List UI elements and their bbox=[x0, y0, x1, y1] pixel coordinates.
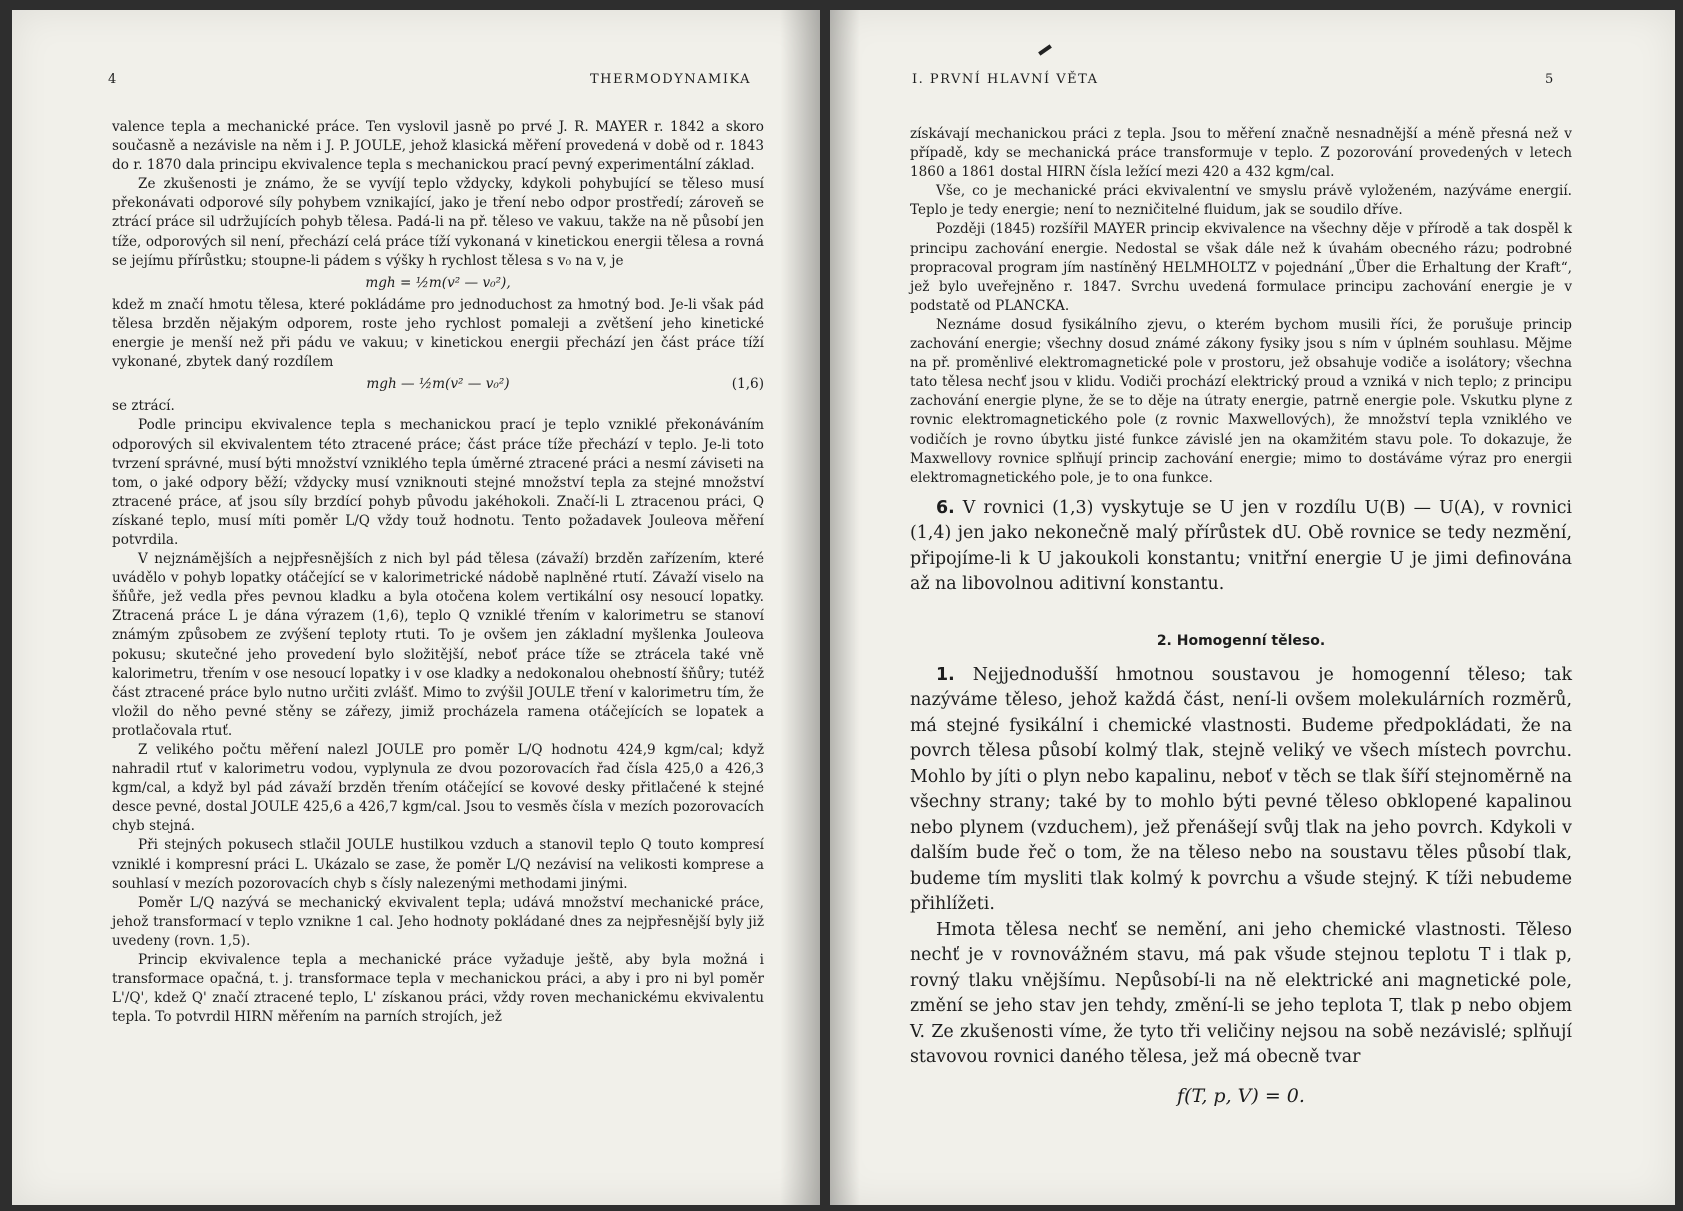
equation-text: mgh — ½m(v² — v₀²) bbox=[366, 376, 510, 393]
state-equation: f(T, p, V) = 0. bbox=[1177, 1084, 1305, 1107]
ink-mark bbox=[1038, 44, 1052, 55]
paragraph: kdež m značí hmotu tělesa, které pokládáme pro jednoduchost za hmotný bod. Je-li však pád tělesa brzděn nějakým odporem, roste jeho rychlost pomaleji a zvětšení jeho kinetické energie je menší než při pádu ve vakuu; v kinetickou energii přechází jen část práce tíží vykonané, zbytek daný rozdílem bbox=[112, 296, 764, 371]
paragraph: Hmota tělesa nechť se nemění, ani jeho chemické vlastnosti. Těleso nechť je v rovnovážném stavu, má pak všude stejnou teplotu T i tlak p, rovný tlaku vnějšímu. Nepůsobí-li na ně elektrické ani magnetické pole, změní se jeho stav jen tehdy, změní-li se jeho teplota T, tlak p nebo objem V. Ze zkušenosti víme, že tyto tři veličiny nejsou na sobě nezávislé; splňují stavovou rovnici daného tělesa, jež má obecně tvar bbox=[910, 919, 1572, 1068]
paragraph: V nejznámějších a nejpřesnějších z nich byl pád tělesa (závaží) brzděn zařízením, které uvádělo v pohyb lopatky otáčející se v kalorimetrické nádobě naplněné rtutí. Závaží viselo na šňůře, jež vedla přes pevnou kladku a byla otočena kolem vertikální osy nesoucí lopatky. Ztracená práce L je dána výrazem (1,6), teplo Q vzniklé třením v kalorimetru se stanoví známým způsobem ze zvýšení teploty rtuti. To je ovšem jen základní myšlenka Jouleova pokusu; skutečné jeho provedení bylo složitější, neboť práce tíže se ztrácela také vně kalorimetru, třením v ose nesoucí lopatky i v ose kladky a nedokonalou ohebností šňůry; tutéž část ztracené práce bylo nutno určiti zvlášť. Mimo to zvýšil JOULE tření v kalorimetru tím, že vložil do něho pevné stěny se zářezy, jimiž procházela ramena otáčejících se lopatek a protlačovala rtuť. bbox=[112, 551, 764, 739]
paragraph: Při stejných pokusech stlačil JOULE hustilkou vzduch a stanovil teplo Q touto kompresí vzniklé i kompresní práci L. Ukázalo se zase, že poměr L/Q nezávisí na velikosti komprese a souhlasí v mezích pozorovacích chyb s čísly nalezenými methodami jinými. bbox=[112, 837, 764, 892]
paragraph: se ztrácí. bbox=[112, 398, 175, 415]
gutter-shadow bbox=[780, 10, 820, 1205]
paragraph: Neznáme dosud fysikálního zjevu, o kterém bychom musili říci, že porušuje princip zachování energie; všechny dosud známé zákony fysiky jsou s ním v úplném souhlasu. Mějme na př. proměnlivé elektromagnetické pole v prostoru, jež obsahuje vodiče a isolátory; všechna tato tělesa nechť jsou v klidu. Vodiči prochází elektrický proud a vzniká v nich teplo; z principu zachování energie plyne, že se to děje na útraty energie, patrně energie pole. Vskutku plyne z rovnic elektromagnetického pole (z rovnic Maxwellových), že množství tepla vzniklého ve vodičích je rovno úbytku jisté funkce závislé jen na okamžitém stavu pole. To dokazuje, že Maxwellovy rovnice splňují princip zachování energie; mimo to dostáváme výraz pro energii elektromagnetického pole, je to ona funkce. bbox=[910, 316, 1572, 486]
page-number: 4 bbox=[108, 72, 118, 87]
paragraph: Z velikého počtu měření nalezl JOULE pro poměr L/Q hodnotu 424,9 kgm/cal; když nahradil rtuť v kalorimetru vodou, vyplynula ze dvou pozorovacích řad čísla 425,0 a 426,3 kgm/cal, a když byl pád závaží brzděn třením otáčející se kovové desky přitlačené k stejné desce pevné, dostal JOULE 425,6 a 426,7 kgm/cal. Jsou to vesměs čísla v mezích pozorovacích chyb stejná. bbox=[112, 742, 764, 835]
item-text: V rovnici (1,3) vyskytuje se U jen v rozdílu U(B) — U(A), v rovnici (1,4) jen jako nekonečně malý přírůstek dU. Obě rovnice se tedy nezmění, připojíme-li k U jakoukoli konstantu; vnitřní energie U je jimi definována až na libovolnou aditivní konstantu. bbox=[910, 497, 1572, 595]
section-heading: 2. Homogenní těleso. bbox=[1156, 632, 1326, 649]
section-1-paragraph bbox=[910, 663, 1572, 918]
page-number: 5 bbox=[1545, 72, 1555, 87]
item-number: 1. bbox=[936, 664, 955, 685]
paragraph: Princip ekvivalence tepla a mechanické práce vyžaduje ještě, aby byla možná i transformace opačná, t. j. transformace tepla v mechanickou práci, a aby i pro ni byl poměr L'/Q', kdež Q' značí ztracené teplo, L' získanou práci, vždy roven mechanickému ekvivalentu tepla. To potvrdil HIRN měřením na parních strojích, jež bbox=[112, 952, 764, 1026]
running-head: I. PRVNÍ HLAVNÍ VĚTA bbox=[912, 72, 1099, 87]
left-page bbox=[12, 10, 820, 1205]
paragraph: Ze zkušenosti je známo, že se vyvíjí teplo vždycky, kdykoli pohybující se těleso musí překonávati odporové síly pohybem vznikající, jako je tření nebo odpor prostředí; zároveň se ztrácí práce sil udržujících pohyb tělesa. Padá-li na př. těleso ve vakuu, takže na ně působí jen tíže, odporových sil není, přechází celá práce tíží vykonaná v kinetickou energii tělesa a rovná se jejímu přírůstku; stoupne-li pádem s výšky h rychlost tělesa s v₀ na v, je bbox=[112, 176, 764, 269]
right-page bbox=[830, 10, 1675, 1205]
equation bbox=[112, 274, 764, 293]
equation-number: (1,6) bbox=[731, 376, 764, 393]
gutter-shadow bbox=[830, 10, 860, 1205]
running-head: THERMODYNAMIKA bbox=[590, 72, 752, 87]
paragraph: získávají mechanickou práci z tepla. Jsou to měření značně nesnadnější a méně přesná než v případě, kdy se mechanická práce transformuje v teplo. Z pozorování provedených v letech 1860 a 1861 dostal HIRN čísla ležící mezi 420 a 432 kgm/cal. bbox=[910, 126, 1572, 181]
section-6-paragraph bbox=[910, 496, 1572, 598]
right-body-text bbox=[910, 125, 1572, 1106]
paragraph: Poměr L/Q nazývá se mechanický ekvivalent tepla; udává množství mechanické práce, jehož transformací v teplo vznikne 1 cal. Jeho hodnoty pokládané dnes za nejpřesnější byly již uvedeny (rovn. 1,5). bbox=[112, 894, 764, 949]
paragraph: Později (1845) rozšířil MAYER princip ekvivalence na všechny děje v přírodě a tak dospěl k principu zachování energie. Nedostal se však dále než k úvahám obecného rázu; podrobné propracoval program jím nastíněný HELMHOLTZ v pojednání „Über die Erhaltung der Kraft“, jež bylo uveřejněno r. 1847. Svrchu uvedená formulace principu zachování energie je v podstatě od PLANCKA. bbox=[910, 221, 1572, 314]
paragraph: Podle principu ekvivalence tepla s mechanickou prací je teplo vzniklé překonáváním odporových sil ekvivalentem této ztracené práce; část práce tíže přechází v teplo. Je-li toto tvrzení správné, musí býti množství vzniklého tepla úměrné ztracené práci a nesmí záviseti na tom, o jaké odpory běží; vždycky musí vzniknouti stejné množství tepla za stejné množství ztracené práce, ať jsou síly brzdící pohyb původu jakéhokoli. Značí-li L ztracenou práci, Q získané teplo, musí míti poměr L/Q vždy touž hodnotu. Tento požadavek Jouleova měření potvrdila. bbox=[112, 417, 764, 548]
paragraph: valence tepla a mechanické práce. Ten vyslovil jasně po prvé J. R. MAYER r. 1842 a skoro současně a nezávisle na něm i J. P. JOULE, jehož klasická měření provedená v době od r. 1843 do r. 1870 dala principu ekvivalence tepla s mechanickou prací pevný experimentální základ. bbox=[112, 119, 764, 174]
paragraph: Vše, co je mechanické práci ekvivalentní ve smyslu právě vyloženém, nazýváme energií. Teplo je tedy energie; není to nezničitelné fluidum, jak se soudilo dříve. bbox=[910, 183, 1572, 219]
left-body-text bbox=[112, 118, 764, 1027]
item-text: Nejjednodušší hmotnou soustavou je homogenní těleso; tak nazýváme těleso, jehož každá část, není-li ovšem molekulárních rozměrů, má stejné fysikální i chemické vlastnosti. Budeme předpokládati, že na povrch tělesa působí kolmý tlak, stejně veliký ve všech místech povrchu. Mohlo by jíti o plyn nebo kapalinu, neboť v těch se tlak šíří stejnoměrně na všechny strany; také by to mohlo býti pevné těleso obklopené kapalinou nebo plynem (vzduchem), jež přenášejí svůj tlak na jeho povrch. Kdykoli v dalším bude řeč o tom, že na těleso nebo na soustavu těles působí tlak, budeme tím mysliti tlak kolmý k povrchu a všude stejný. K tíži nebudeme přihlížeti. bbox=[910, 664, 1572, 915]
equation-text: mgh = ½m(v² — v₀²), bbox=[365, 274, 511, 291]
equation bbox=[112, 375, 764, 394]
item-number: 6. bbox=[936, 497, 955, 518]
